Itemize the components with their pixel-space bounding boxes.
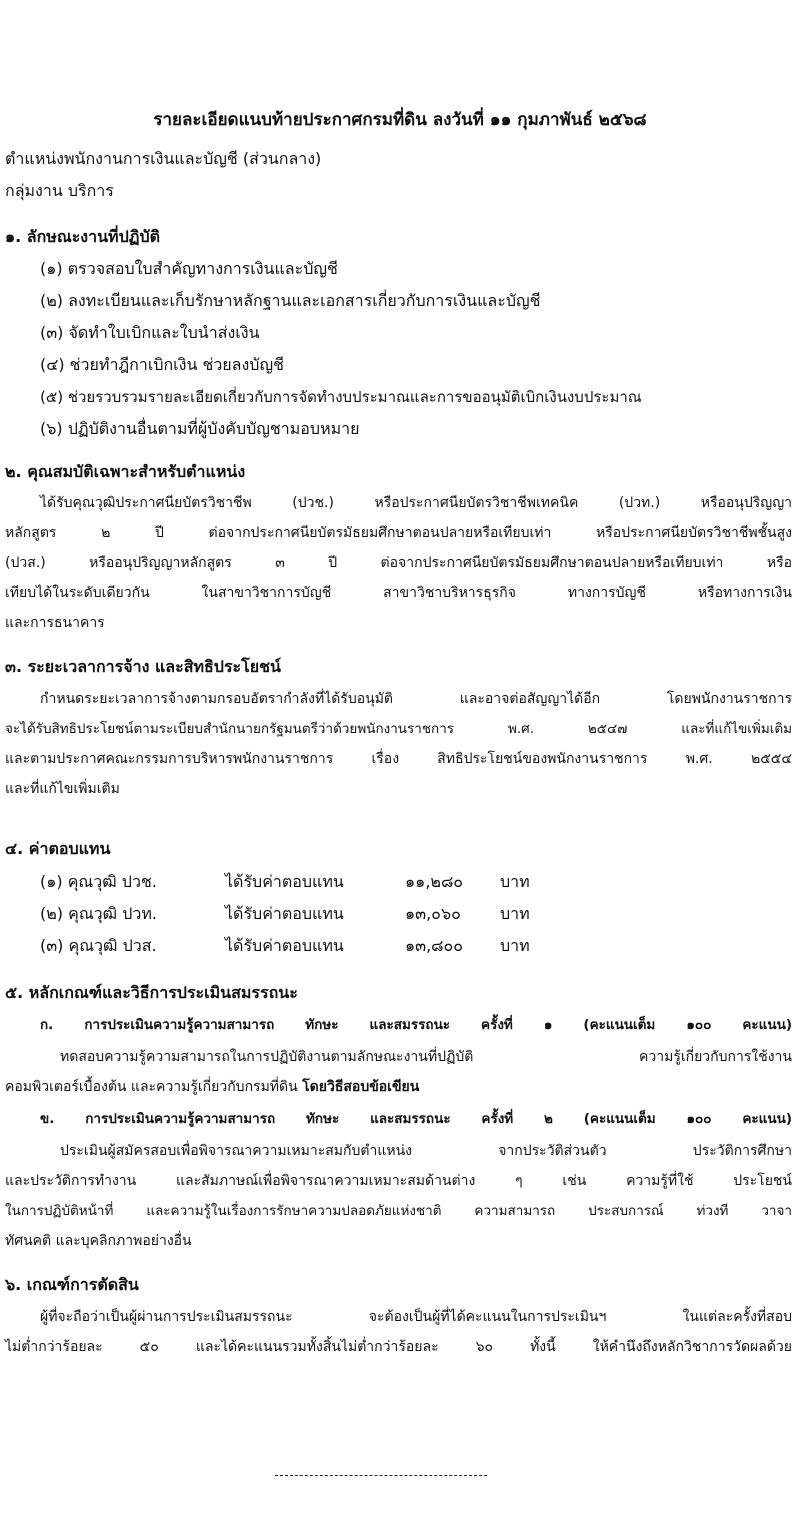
- section-5a-heading: ก. การประเมินความรู้ความสามารถ ทักษะ และสมรรถนะ ครั้งที่ ๑ (คะแนนเต็ม ๑๐๐ คะแนน): [40, 1017, 792, 1033]
- section-3-text: และตามประกาศคณะกรรมการบริหารพนักงานราชการ เรื่อง สิทธิประโยชน์ของพนักงานราชการ พ.ศ. ๒๕๕๔: [5, 751, 792, 767]
- section-2-text: เทียบได้ในระดับเดียวกัน ในสาขาวิชาการบัญชี สาขาวิชาบริหารธุรกิจ ทางการบัญชี หรือทางการเงิน: [5, 585, 792, 601]
- section-2-text: (ปวส.) หรืออนุปริญญาหลักสูตร ๓ ปี ต่อจากประกาศนียบัตรมัธยมศึกษาตอนปลายหรือเทียบเท่า หรือ: [5, 555, 792, 571]
- qualification: (๒) คุณวุฒิ ปวท.: [40, 904, 157, 923]
- section-1-heading: ๑. ลักษณะงานที่ปฏิบัติ: [5, 227, 161, 246]
- section-6-heading: ๖. เกณฑ์การตัดสิน: [5, 1275, 139, 1294]
- section-5b-text: ประเมินผู้สมัครสอบเพื่อพิจารณาความเหมาะสมกับตำแหน่ง จากประวัติส่วนตัว ประวัติการศึกษา: [60, 1143, 792, 1159]
- section-5a-text: [5, 1076, 419, 1098]
- section-6-text: ไม่ต่ำกว่าร้อยละ ๕๐ และได้คะแนนรวมทั้งสิ้นไม่ต่ำกว่าร้อยละ ๖๐ ทั้งนี้ ให้คำนึงถึงหลักวิชาการวัดผลด้วย: [5, 1339, 792, 1355]
- section-1-item: (๒) ลงทะเบียนและเก็บรักษาหลักฐานและเอกสารเกี่ยวกับการเงินและบัญชี: [40, 291, 541, 310]
- document-title: รายละเอียดแนบท้ายประกาศกรมที่ดิน ลงวันที่ ๑๑ กุมภาพันธ์ ๒๕๖๘: [153, 110, 647, 130]
- section-6-text: ผู้ที่จะถือว่าเป็นผู้ผ่านการประเมินสมรรถนะ จะต้องเป็นผู้ที่ได้คะแนนในการประเมินฯ ในแต่ละครั้งที่สอบ: [40, 1309, 792, 1325]
- section-1-item: (๖) ปฏิบัติงานอื่นตามที่ผู้บังคับบัญชามอบหมาย: [40, 419, 360, 438]
- compensation-amount: ๑๑,๒๘๐: [405, 872, 464, 891]
- compensation-amount: ๑๓,๐๖๐: [405, 904, 461, 923]
- qualification: (๑) คุณวุฒิ ปวช.: [40, 872, 157, 891]
- section-2-text: หลักสูตร ๒ ปี ต่อจากประกาศนียบัตรมัธยมศึกษาตอนปลายหรือเทียบเท่า หรือประกาศนียบัตรวิชาชีพชั้นสูง: [5, 525, 792, 541]
- section-5a-method: โดยวิธีสอบข้อเขียน: [302, 1079, 420, 1095]
- section-2-heading: ๒. คุณสมบัติเฉพาะสำหรับตำแหน่ง: [5, 462, 246, 481]
- section-3-text: กำหนดระยะเวลาการจ้างตามกรอบอัตรากำลังที่ได้รับอนุมัติ และอาจต่อสัญญาได้อีก โดยพนักงานราชการ: [40, 691, 792, 707]
- section-5b-text: และประวัติการทำงาน และสัมภาษณ์เพื่อพิจารณาความเหมาะสมด้านต่าง ๆ เช่น ความรู้ที่ใช้ ประโยชน์: [5, 1173, 792, 1189]
- section-2-text: ได้รับคุณวุฒิประกาศนียบัตรวิชาชีพ (ปวช.) หรือประกาศนียบัตรวิชาชีพเทคนิค (ปวท.) หรืออนุปริญญา: [40, 495, 792, 511]
- section-1-item: (๑) ตรวจสอบใบสำคัญทางการเงินและบัญชี: [40, 259, 338, 278]
- compensation-label: ได้รับค่าตอบแทน: [225, 904, 344, 923]
- section-4-heading: ๔. ค่าตอบแทน: [5, 839, 111, 858]
- section-3-text: และที่แก้ไขเพิ่มเติม: [5, 781, 120, 797]
- work-group: กลุ่มงาน บริการ: [5, 181, 114, 200]
- section-5a-text: ทดสอบความรู้ความสามารถในการปฏิบัติงานตามลักษณะงานที่ปฏิบัติ ความรู้เกี่ยวกับการใช้งาน: [60, 1049, 792, 1065]
- end-of-document-divider: [275, 1475, 487, 1476]
- section-5a-text-part: คอมพิวเตอร์เบื้องต้น และความรู้เกี่ยวกับกรมที่ดิน: [5, 1079, 298, 1095]
- section-5b-text: ในการปฏิบัติหน้าที่ และความรู้ในเรื่องการรักษาความปลอดภัยแห่งชาติ ความสามารถ ประสบการณ์ ท่วงที วาจา: [5, 1203, 792, 1219]
- section-1-item: (๕) ช่วยรวบรวมรายละเอียดเกี่ยวกับการจัดทำงบประมาณและการขออนุมัติเบิกเงินงบประมาณ: [40, 388, 642, 406]
- section-5-heading: ๕. หลักเกณฑ์และวิธีการประเมินสมรรถนะ: [5, 983, 298, 1002]
- currency-unit: บาท: [500, 936, 530, 955]
- position-name: ตำแหน่งพนักงานการเงินและบัญชี (ส่วนกลาง): [5, 149, 322, 168]
- section-1-item: (๓) จัดทำใบเบิกและใบนำส่งเงิน: [40, 323, 260, 342]
- compensation-label: ได้รับค่าตอบแทน: [225, 872, 344, 891]
- compensation-amount: ๑๓,๘๐๐: [405, 936, 464, 955]
- compensation-label: ได้รับค่าตอบแทน: [225, 936, 344, 955]
- currency-unit: บาท: [500, 904, 530, 923]
- section-2-text: และการธนาคาร: [5, 615, 105, 631]
- section-1-item: (๔) ช่วยทำฎีกาเบิกเงิน ช่วยลงบัญชี: [40, 355, 284, 374]
- qualification: (๓) คุณวุฒิ ปวส.: [40, 936, 157, 955]
- section-3-heading: ๓. ระยะเวลาการจ้าง และสิทธิประโยชน์: [5, 657, 281, 676]
- section-5b-text: ทัศนคติ และบุคลิกภาพอย่างอื่น: [5, 1233, 192, 1249]
- section-3-text: จะได้รับสิทธิประโยชน์ตามระเบียบสำนักนายกรัฐมนตรีว่าด้วยพนักงานราชการ พ.ศ. ๒๕๔๗ และที่แก้ไขเพิ่มเติม: [5, 721, 792, 737]
- currency-unit: บาท: [500, 872, 530, 891]
- section-5b-heading: ข. การประเมินความรู้ความสามารถ ทักษะ และสมรรถนะ ครั้งที่ ๒ (คะแนนเต็ม ๑๐๐ คะแนน): [40, 1111, 792, 1127]
